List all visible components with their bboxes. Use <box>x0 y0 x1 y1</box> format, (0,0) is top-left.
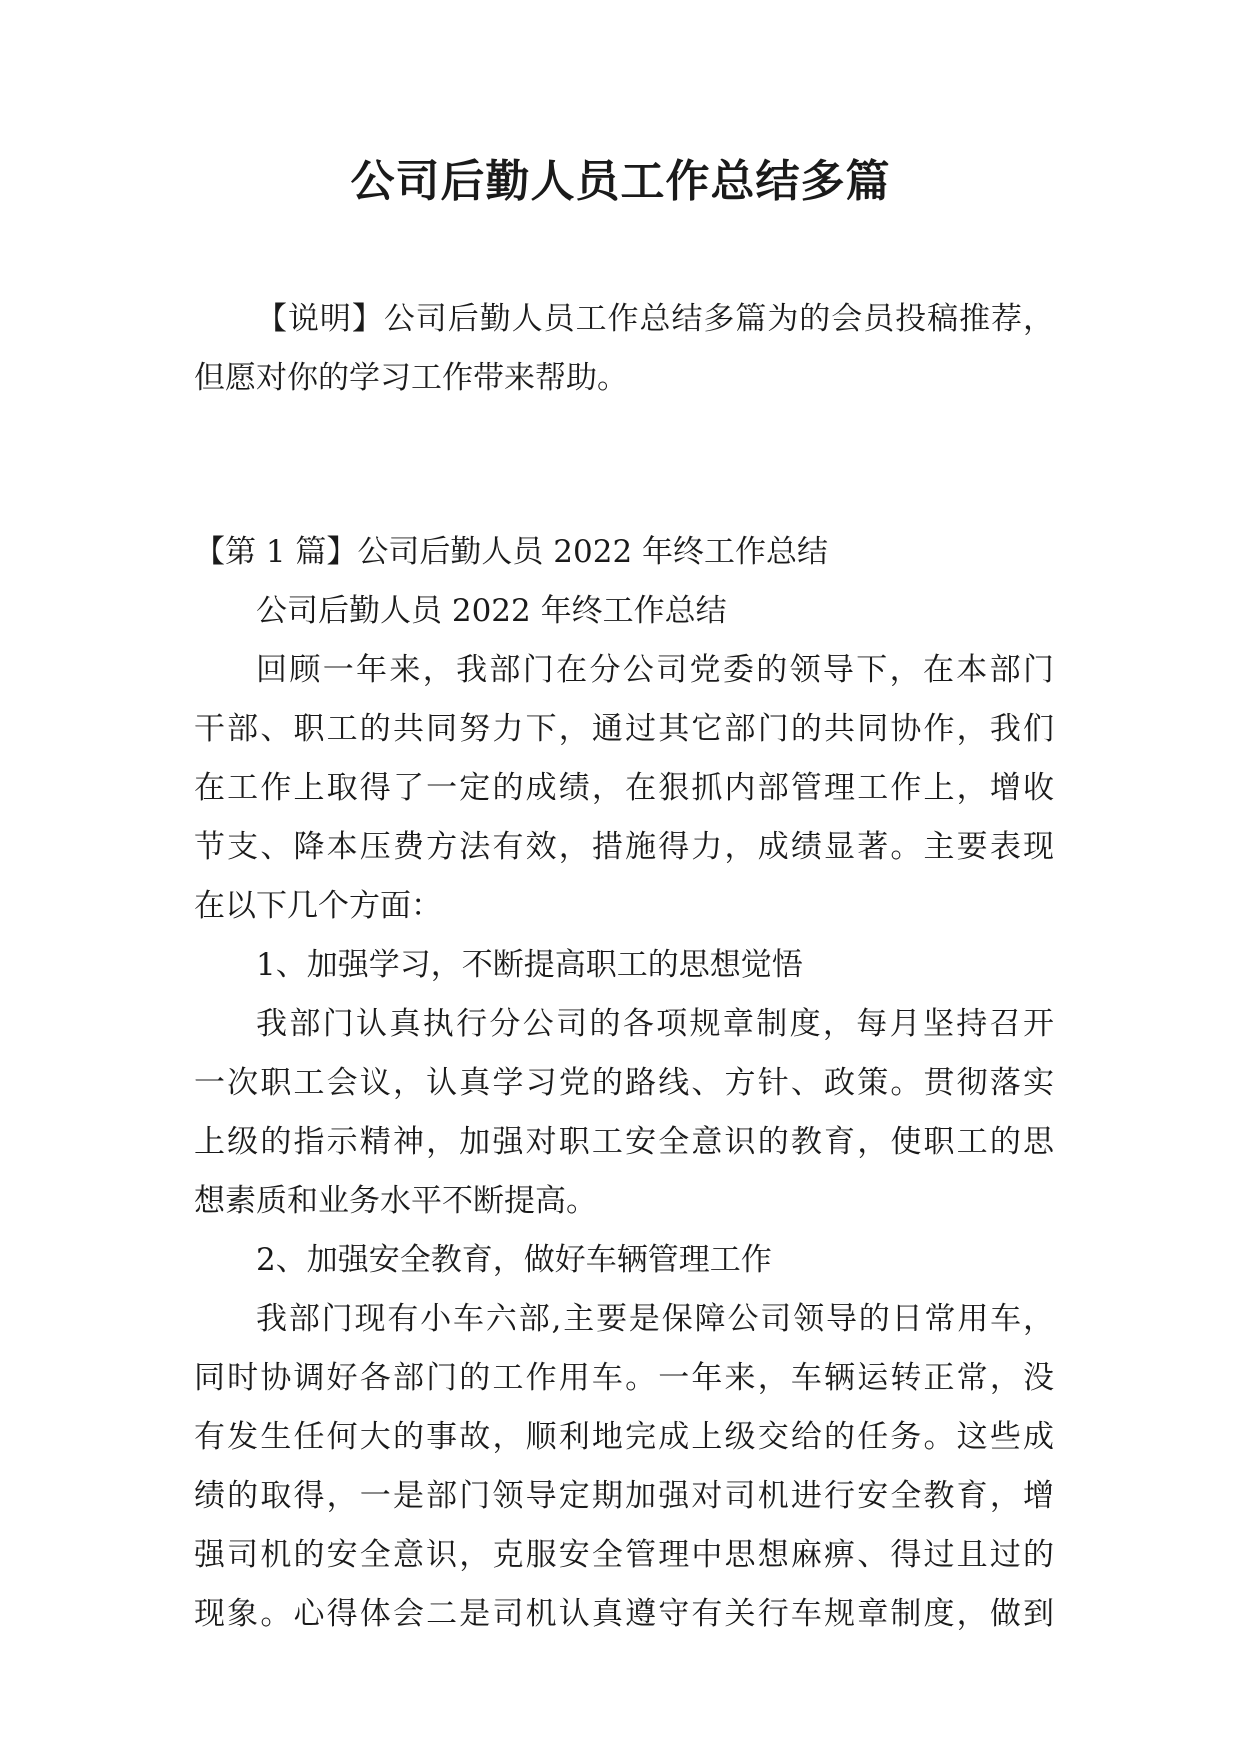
paragraph-line: 我部门现有小车六部,主要是保障公司领导的日常用车， <box>256 1301 1054 1337</box>
paragraph-line: 节支、降本压费方法有效，措施得力，成绩显著。主要表现 <box>194 829 1054 865</box>
paragraph-line: 强司机的安全意识，克服安全管理中思想麻痹、得过且过的 <box>194 1537 1054 1573</box>
paragraph-line: 干部、职工的共同努力下，通过其它部门的共同协作，我们 <box>194 711 1054 747</box>
subheading: 1、加强学习，不断提高职工的思想觉悟 <box>256 947 803 983</box>
section-gap <box>194 408 1054 523</box>
paragraph-line: 在以下几个方面： <box>194 888 442 924</box>
article-title: 公司后勤人员 2022 年终工作总结 <box>256 593 727 629</box>
intro-line: 【说明】公司后勤人员工作总结多篇为的会员投稿推荐， <box>256 301 1054 337</box>
subheading: 2、加强安全教育，做好车辆管理工作 <box>256 1242 772 1278</box>
paragraph-line: 在工作上取得了一定的成绩，在狠抓内部管理工作上，增收 <box>194 770 1054 806</box>
paragraph-line: 现象。心得体会二是司机认真遵守有关行车规章制度，做到 <box>194 1596 1054 1632</box>
document-title: 公司后勤人员工作总结多篇 <box>350 156 891 207</box>
intro-line: 但愿对你的学习工作带来帮助。 <box>194 360 628 396</box>
paragraph-line: 一次职工会议，认真学习党的路线、方针、政策。贯彻落实 <box>194 1065 1054 1101</box>
paragraph-line: 绩的取得，一是部门领导定期加强对司机进行安全教育，增 <box>194 1478 1054 1514</box>
paragraph-line: 上级的指示精神，加强对职工安全意识的教育，使职工的思 <box>194 1124 1054 1160</box>
paragraph-line: 想素质和业务水平不断提高。 <box>194 1183 597 1219</box>
section-heading: 【第 1 篇】公司后勤人员 2022 年终工作总结 <box>194 534 829 570</box>
paragraph-line: 有发生任何大的事故，顺利地完成上级交给的任务。这些成 <box>194 1419 1054 1455</box>
document-body <box>194 290 1054 1644</box>
paragraph-line: 我部门认真执行分公司的各项规章制度，每月坚持召开 <box>256 1006 1054 1042</box>
paragraph-line: 同时协调好各部门的工作用车。一年来，车辆运转正常，没 <box>194 1360 1054 1396</box>
paragraph-line: 回顾一年来，我部门在分公司党委的领导下，在本部门 <box>256 652 1054 688</box>
